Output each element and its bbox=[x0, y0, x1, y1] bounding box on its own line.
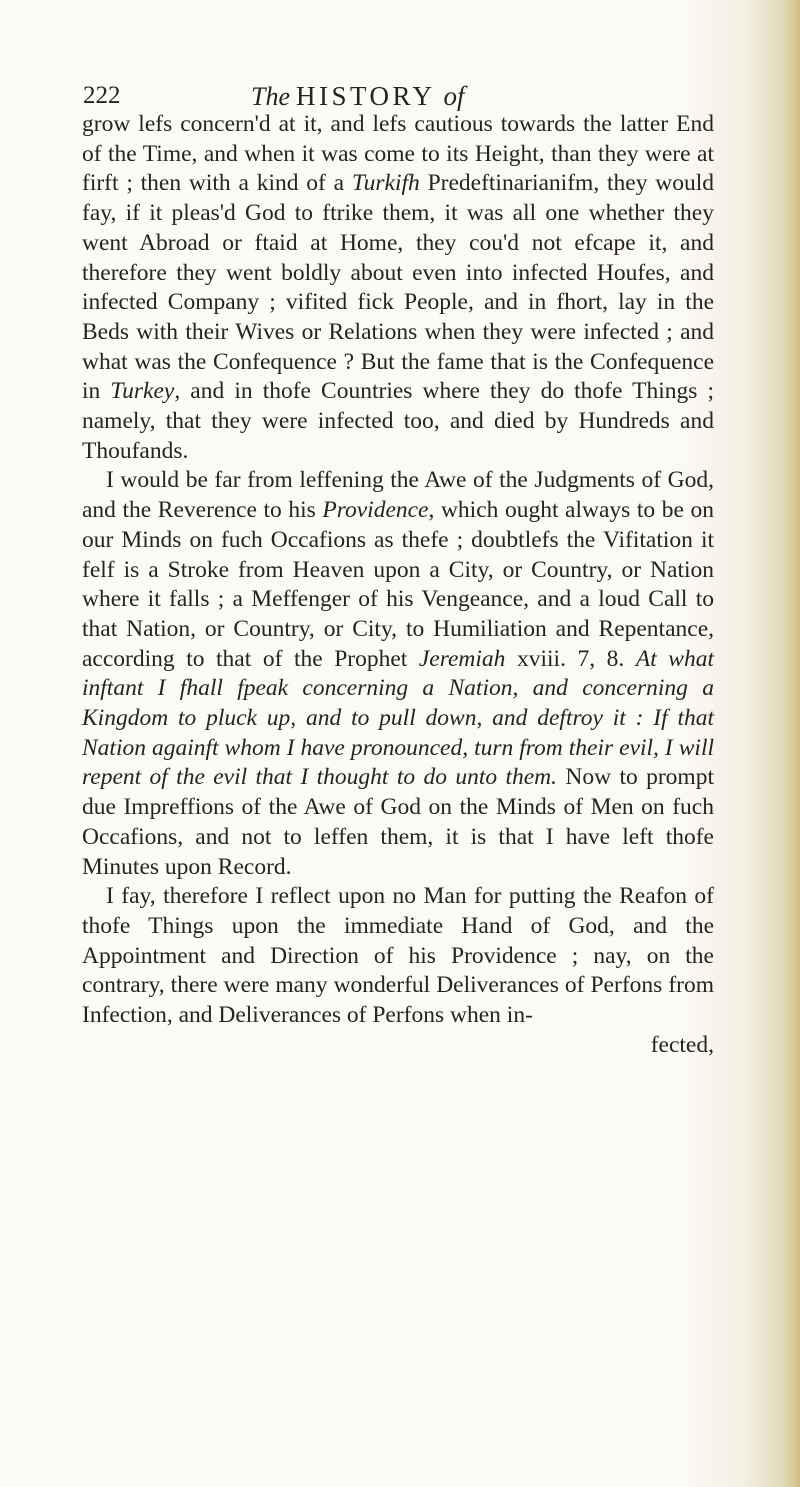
catchword: fected, bbox=[650, 1031, 714, 1058]
running-title-the: The bbox=[251, 82, 290, 111]
p2-italic-jeremiah: Jeremiah bbox=[418, 645, 506, 672]
p2-text-b: , which ought always to be on our Minds on fuch Occafions as thefe ; doubtlefs the Vifitation it felf is a Stroke from Heaven upon a City, or Country, or Nation where it falls ; a Meffenger of his Vengeance, and a loud Call to that Nation, or Country, or City, to Humiliation and Repentance, according to that of the Prophet bbox=[82, 497, 714, 672]
running-title-history: HISTORY bbox=[296, 81, 436, 111]
p2-text-a: I would be far from leffening the Awe of the Judgments of God, and the Reverence to his bbox=[82, 467, 714, 524]
p1-italic-turkey: Turkey bbox=[110, 378, 175, 405]
p1-text-b: Predeftinarianifm, they would fay, if it pleas'd God to ftrike them, it was all one whether they went Abroad or ftaid at Home, they cou'd not efcape it, and therefore they went boldly about even into infected Houfes, and infected Company ; vifited fick People, and in fhort, lay in the Beds with their Wives or Relations when they were infected ; and what was the Confequence ? But the fame that is the Confequence in bbox=[82, 170, 714, 405]
p2-text-c: Now to prompt due Impreffions of the Awe of God on the Minds of Men on fuch Occafions, and not to leffen them, it is that I have left thofe Minutes upon Record. bbox=[82, 764, 714, 880]
p1-text-c: , and in thofe Countries where they do thofe Things ; namely, that they were infected too, and died by Hundreds and Thoufands. bbox=[82, 378, 714, 464]
running-title-of: of bbox=[443, 81, 465, 111]
p1-italic-turkish: Turkifh bbox=[351, 170, 420, 197]
page-number: 222 bbox=[83, 82, 121, 109]
page-edge bbox=[782, 0, 800, 1487]
running-header bbox=[83, 78, 723, 114]
p3-text-a: I fay, therefore I reflect upon no Man for putting the Reafon of thofe Things upon the immediate Hand of God, and the Appointment and Direction of his Providence ; nay, on the contrary, there were many wonderful Deliverances of Perfons from Infection, and Deliverances of Perfons when in- bbox=[82, 883, 714, 1029]
paragraph-3 bbox=[82, 882, 714, 1031]
p2-italic-quote: At what inftant I fhall fpeak concerning a Nation, and concerning a Kingdom to pluck up, and to pull down, and deftroy it : If that Nation againft whom I have pronounced, turn from their evil, I will repent of the evil that I thought to do unto them. bbox=[82, 645, 714, 791]
p2-reference: xviii. 7, 8. bbox=[505, 645, 636, 672]
body-text bbox=[82, 110, 714, 1061]
paragraph-2 bbox=[82, 466, 714, 882]
p1-text-a: grow lefs concern'd at it, and lefs cautious towards the latter End of the Time, and when it was come to its Height, than they were at firft ; then with a kind of a bbox=[82, 111, 714, 197]
paragraph-1 bbox=[82, 110, 714, 466]
p2-italic-providence: Providence bbox=[322, 497, 429, 524]
